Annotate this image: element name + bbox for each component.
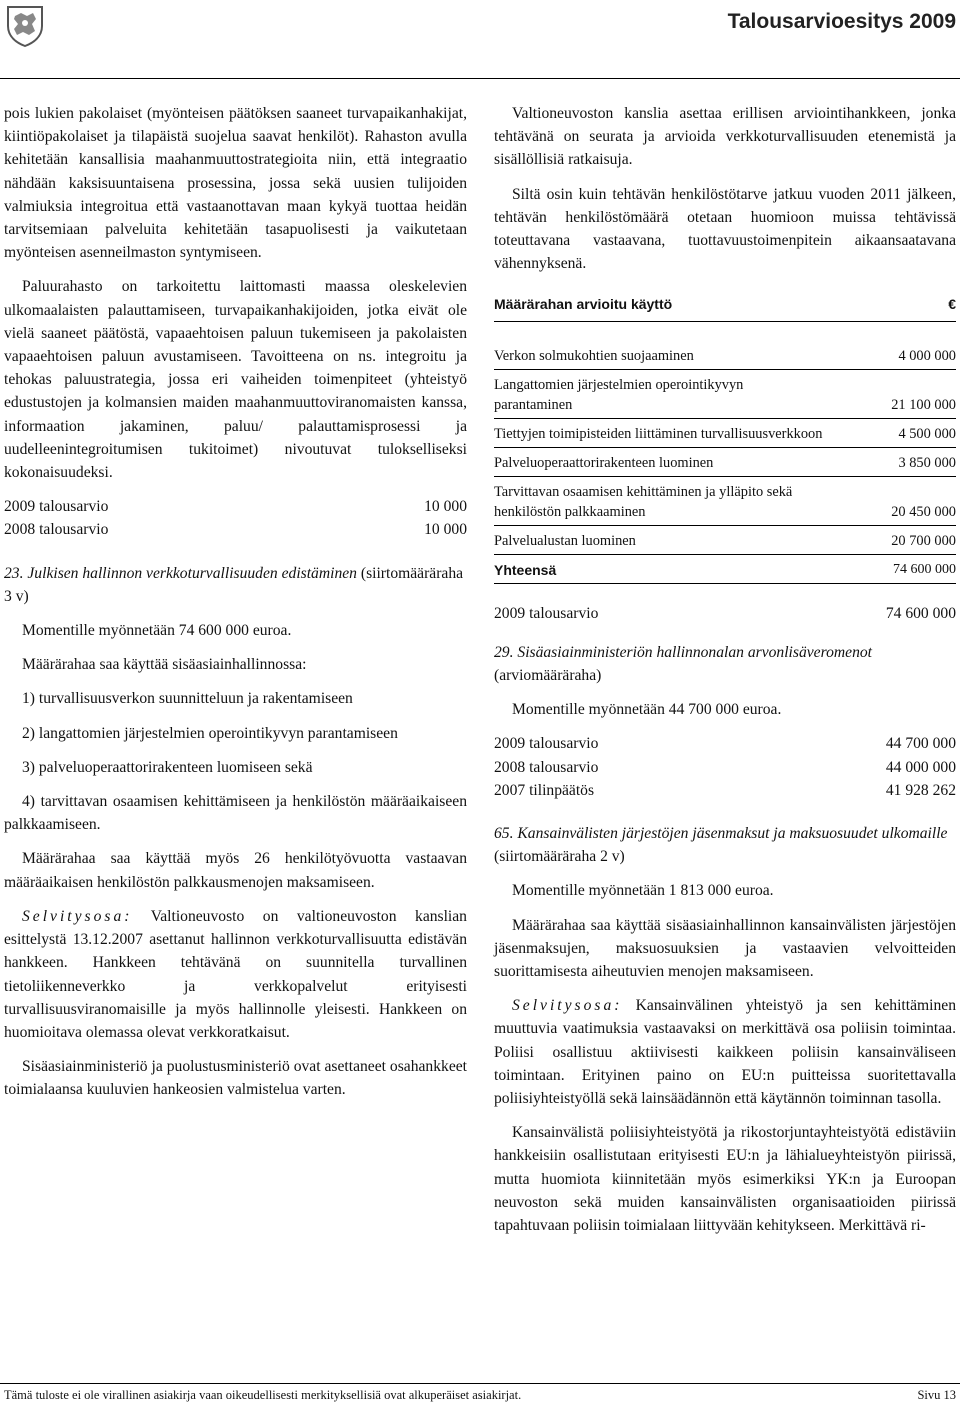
paragraph: Määrärahaa saa käyttää sisäasiainhallinnon kansainvälisten järjestöjen jäsenmaksujen, maksuosuuksien ja vastaavien velvoitteiden suorittamisesta aiheutuvien menojen maksamiseen.	[494, 916, 956, 981]
coat-of-arms-icon	[5, 4, 45, 48]
page-header	[0, 0, 960, 78]
budget-line: 2008 talousarvio 10 000	[4, 521, 467, 539]
budget-line: 2009 talousarvio 10 000	[4, 498, 467, 516]
paragraph: Määrärahaa saa käyttää sisäasiainhallinnossa:	[22, 656, 307, 674]
table-row: Verkon solmukohtien suojaaminen 4 000 000	[494, 344, 956, 370]
paragraph: Valtioneuvoston kanslia asettaa erillisen arviointihankkeen, jonka tehtävänä on seurata ja arvioida verkkoturvallisuuden etenemistä ja sisällöllisiä ratkaisuja.	[494, 105, 956, 169]
paragraph: Selvitysosa: Kansainvälinen yhteistyö ja sen kehittäminen muuttuvia vaatimuksia vastaavaksi on merkittävä osa poliisin toimintaa. Poliisi osallistuu aktiivisesti kaikkeen poliisin kansainväliseen toimintaan. Erityinen paino on EU:n puitteissa suoritettavalla poliisiyhteistyöllä sekä lainsäädännön että käytännön toiminnan tasolla.	[494, 997, 956, 1108]
allocation-table-header: Määrärahan arvioitu käyttö €	[494, 293, 956, 321]
paragraph: pois lukien pakolaiset (myönteisen päätöksen saaneet turvapaikanhakijat, kiintiöpakolaiset ja tilapäistä suojelua saavat henkilöt). Rahaston avulla kehitetään kansallisia maahanmuuttostrategioita niin, että integraatio nähdään kaksisuuntaisena prosessina, jossa sekä uusien tulijoiden valmiuksia integroitua että vastaanottavan maan kykyä tuottaa heidän tarvitsemiaan palveluita kehitetään tasapuolisesti ja vaikutetaan myönteisen asenneilmaston syntymiseen.	[4, 105, 467, 262]
table-row: Tiettyjen toimipisteiden liittäminen turvallisuusverkkoon 4 500 000	[494, 422, 956, 448]
table-row: Palvelualustan luominen 20 700 000	[494, 529, 956, 555]
paragraph: Kansainvälistä poliisiyhteistyötä ja rikostorjuntayhteistyötä edistäviin hankkeisiin osallistutaan erityisesti EU:n ja lähialueyhteistyön piirissä, mutta huomiota kiinnitetään myös esimerkiksi YK:n ja Euroopan neuvoston sekä muiden kansainvälisten organisaatioiden piirissä tapahtuvaan poliisin toimialaan liittyvään kehitykseen. Merkittävä ri-	[494, 1124, 956, 1235]
paragraph: Paluurahasto on tarkoitettu laittomasti maassa oleskelevien ulkomaalaisten palauttamiseen, turvapaikanhakijoiden, jotka eivät ole vielä saaneet päätöstä, vapaaehtoisen paluun tukemiseen ja pakolaisten vapaaehtoisen paluun avustamiseen. Tavoitteena on ns. integroitu ja tehokas paluustrategia, jossa eri vaiheiden toimenpiteet (yhteistyö edustustojen ja kolmansien maiden maahanmuuttoviranomaisten kanssa, informaation jakaminen, paluu/ palauttamisprosessi ja uudelleenintegroitumisen tukitoimet) nivoutuvat tulokselliseksi kokonaisuudeksi.	[4, 278, 467, 482]
paragraph: Momentille myönnetään 74 600 000 euroa.	[22, 622, 292, 640]
allocation-table	[494, 344, 956, 584]
header-rule	[0, 78, 960, 79]
paragraph: Määrärahaa saa käyttää myös 26 henkilötyövuotta vastaavan määräaikaisen henkilöstön palkkausmenojen maksamiseen.	[4, 850, 467, 891]
item-heading-29: 29. Sisäasiainministeriön hallinnonalan arvonlisäveromenot (arviomääräraha)	[494, 643, 872, 685]
budget-line: 2007 tilinpäätös 41 928 262	[494, 781, 956, 799]
list-item: 3) palveluoperaattorirakenteen luomiseen sekä	[22, 758, 313, 776]
paragraph: Sisäasiainministeriö ja puolustusministeriö ovat asettaneet osahankkeet toimialaansa kuuluvien hankeosien valmistelua varten.	[4, 1058, 467, 1099]
left-column	[4, 102, 467, 1113]
budget-line: 2009 talousarvio 44 700 000	[494, 735, 956, 753]
paragraph: Siltä osin kuin tehtävän henkilöstötarve jatkuu vuoden 2011 jälkeen, tehtävän henkilöstömäärä otetaan huomioon muissa tehtävissä toteuttavana vastaavana, tuottavuustoimenpitein aikaansaatavana vähennyksenä.	[494, 185, 956, 273]
paragraph: Selvitysosa: Valtioneuvosto on valtioneuvoston kanslian esittelystä 13.12.2007 asettanut hallinnon verkkoturvallisuutta edistävän hankkeen. Hankkeen tehtävänä on suunnitella turvallinen tietoliikenneverkko ja verkkopalvelut erityisesti turvallisuusviranomaisille ja myös hallinnolle yleisesti. Hankkeen on huomioitava olemassa olevat verkkoratkaisut.	[4, 907, 467, 1041]
item-heading-65: 65. Kansainvälisten järjestöjen jäsenmaksut ja maksuosuudet ulkomaille (siirtomääräraha 2 v)	[494, 825, 948, 866]
budget-line: 2009 talousarvio 74 600 000	[494, 604, 956, 622]
page-number: Sivu 13	[917, 1388, 956, 1402]
list-item: 2) langattomien järjestelmien operointikyvyn parantamiseen	[22, 724, 398, 742]
table-row: Langattomien järjestelmien operointikyvyn parantaminen 21 100 000	[494, 373, 956, 419]
table-total-row: Yhteensä 74 600 000	[494, 558, 956, 584]
list-item: 1) turvallisuusverkon suunnitteluun ja rakentamiseen	[22, 690, 353, 708]
page-footer	[0, 1388, 960, 1403]
list-item: 4) tarvittavan osaamisen kehittämiseen ja henkilöstön määräaikaiseen palkkaamiseen.	[4, 793, 467, 834]
footer-rule	[0, 1383, 960, 1384]
footer-disclaimer: Tämä tuloste ei ole virallinen asiakirja vaan oikeudellisesti merkityksellisiä ovat alkuperäiset asiakirjat.	[4, 1388, 522, 1402]
item-heading-23: 23. Julkisen hallinnon verkkoturvallisuuden edistäminen (siirtomääräraha 3 v)	[4, 564, 464, 605]
table-row: Tarvittavan osaamisen kehittäminen ja ylläpito sekä henkilöstön palkkaaminen 20 450 000	[494, 480, 956, 526]
paragraph: Momentille myönnetään 1 813 000 euroa.	[512, 882, 774, 900]
budget-line: 2008 talousarvio 44 000 000	[494, 758, 956, 776]
paragraph: Momentille myönnetään 44 700 000 euroa.	[512, 701, 782, 719]
document-title: Talousarvioesitys 2009	[727, 10, 956, 33]
right-column	[494, 102, 956, 1248]
table-row: Palveluoperaattorirakenteen luominen 3 850 000	[494, 451, 956, 477]
